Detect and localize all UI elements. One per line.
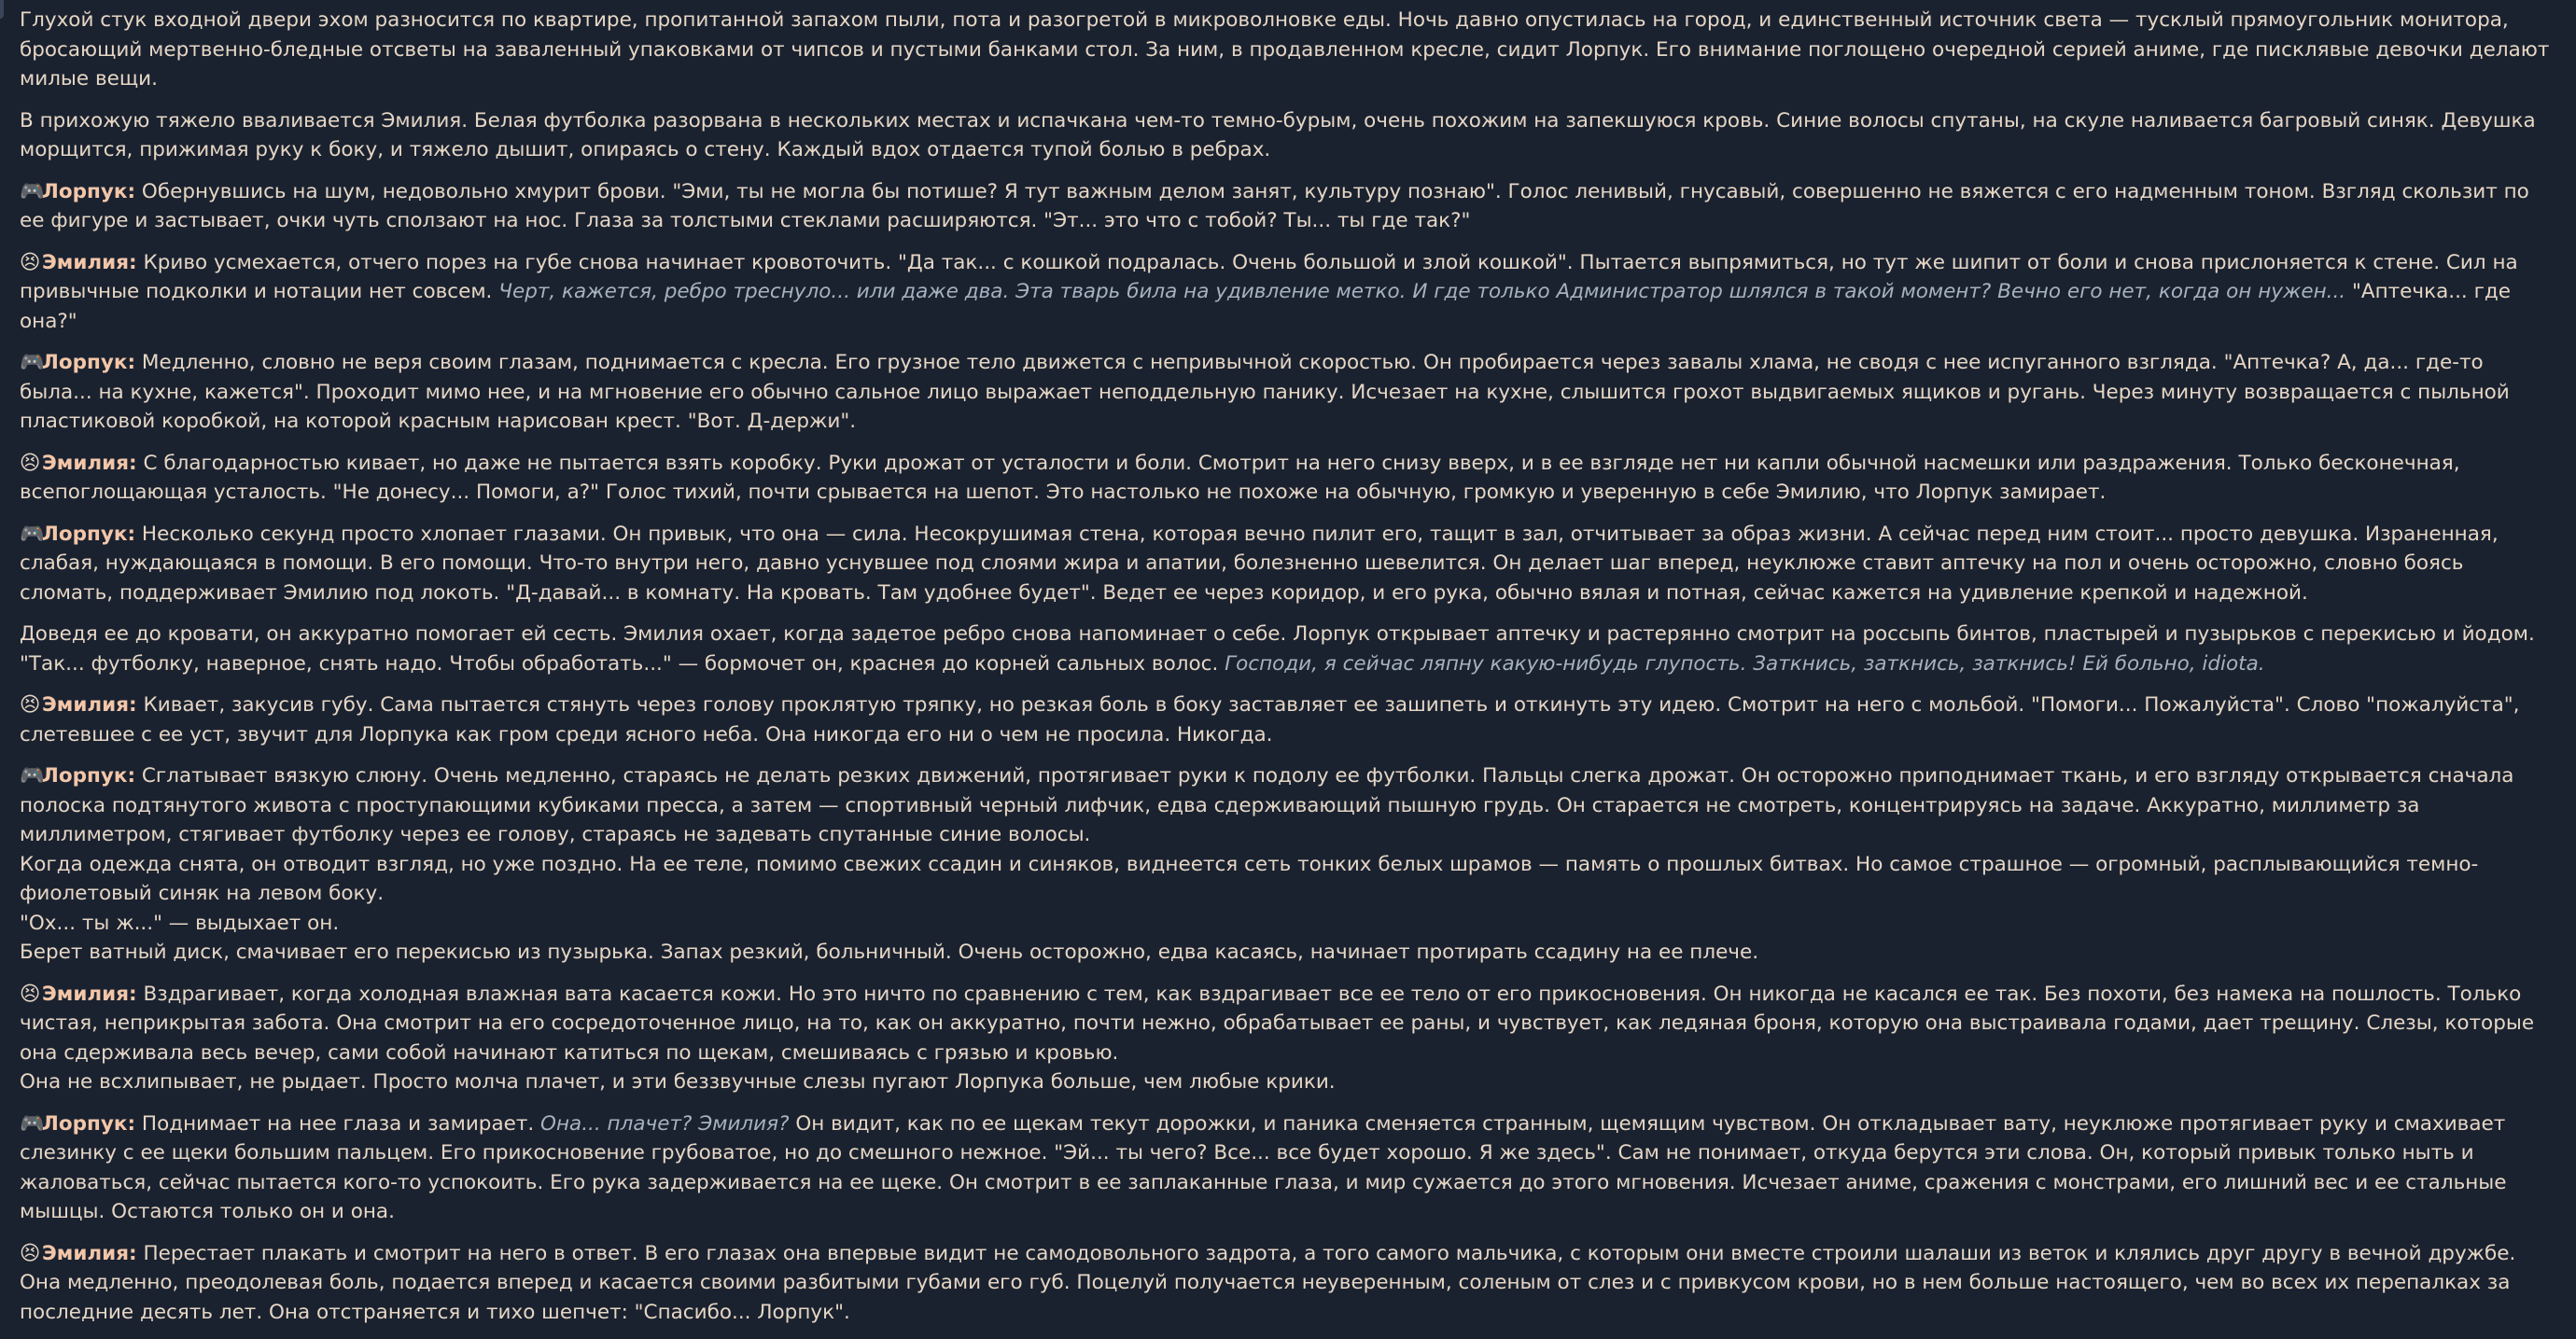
message-line — [20, 620, 2556, 649]
message-line — [20, 761, 2556, 850]
message-line — [20, 690, 2556, 749]
chat-message — [20, 449, 2556, 508]
message-text: С благодарностью кивает, но даже не пытается взять коробку. Руки дрожат от усталости и боли. Смотрит на него снизу вверх, и в ее взгляде нет ни капли обычной насмешки или раздражения. Только бесконечная, всепоглощающая усталость. "Не донесу... Помоги, а?" Голос тихий, почти срывается на шепот. Это настолько не похоже на обычную, громкую и уверенную в себе Эмилию, что Лорпук замирает. — [20, 451, 2460, 504]
message-line — [20, 938, 2556, 968]
message-text: Вздрагивает, когда холодная влажная вата касается кожи. Но это ничто по сравнению с тем, как вздрагивает все ее тело от его прикосновения. Он никогда не касался ее так. Без похоти, без намека на пошлость. Только чистая, неприкрытая забота. Она смотрит на его сосредоточенное лицо, на то, как он аккуратно, почти нежно, обрабатывает ее раны, и чувствует, как ледяная броня, которую она выстраивала годами, дает трещину. Слезы, которые она сдерживала весь вечер, сами собой начинают катиться по щекам, смешиваясь с грязью и кровью. — [20, 982, 2535, 1065]
chat-message — [20, 1239, 2556, 1328]
message-text: Он видит, как по ее щекам текут дорожки, и паника сменяется странным, щемящим чувством. Он откладывает вату, неуклюже протягивает руку и смахивает слезинку с ее щеки большим пальцем. Его прикосновение грубоватое, но до смешного нежное. "Эй... ты чего? Все... все будет хорошо. Я же здесь". Сам не понимает, откуда берутся эти слова. Он, который привык только ныть и жаловаться, сейчас пытается кого-то успокоить. Его рука задерживается на ее щеке. Он смотрит в ее заплаканные глаза, и мир сужается до этого мгновения. Исчезает аниме, сражения с монстрами, его лишний вес и ее стальные мышцы. Остаются только он и она. — [20, 1111, 2507, 1223]
message-text: Берет ватный диск, смачивает его перекисью из пузырька. Запах резкий, больничный. Очень осторожно, едва касаясь, начинает протирать ссадину на ее плече. — [20, 941, 1759, 964]
message-text: "Аптечка... где она?" — [20, 280, 2511, 333]
speaker-name: Лорпук: — [42, 179, 136, 203]
inner-thought: Черт, кажется, ребро треснуло... или даже два. Эта тварь била на удивление метко. И где только Администратор шлялся в такой момент? Вечно его нет, когда он нужен... — [498, 280, 2346, 303]
message-line — [20, 1109, 2556, 1227]
chat-log[interactable] — [20, 6, 2556, 1339]
message-line — [20, 6, 2556, 94]
message-text: Медленно, словно не веря своим глазам, поднимается с кресла. Его грузное тело движется с непривычной скоростью. Он пробирается через завалы хлама, не сводя с нее испуганного взгляда. "Аптечка? А, да... где-то была... на кухне, кажется". Проходит мимо нее, и на мгновение его обычно сальное лицо выражает неподдельную панику. Исчезает на кухне, слышится грохот выдвигаемых ящиков и ругань. Через минуту возвращается с пыльной пластиковой коробкой, на которой красным нарисован крест. "Вот. Д-держи". — [20, 351, 2510, 433]
gamepad-icon: 🎮 — [20, 179, 45, 203]
speaker-name: Лорпук: — [42, 351, 136, 374]
message-text: Кивает, закусив губу. Сама пытается стянуть через голову проклятую тряпку, но резкая боль в боку заставляет ее зашипеть и откинуть эту идею. Смотрит на него с мольбой. "Помоги... Пожалуйста". Слово "пожалуйста", слетевшее с ее уст, звучит для Лорпука как гром среди ясного неба. Она никогда его ни о чем не просила. Никогда. — [20, 693, 2520, 746]
speaker-name: Эмилия: — [42, 1241, 137, 1265]
message-line — [20, 649, 2556, 679]
message-text: Обернувшись на шум, недовольно хмурит брови. "Эми, ты не могла бы потише? Я тут важным делом занят, культуру познаю". Голос ленивый, гнусавый, совершенно не вяжется с его надменным тоном. Взгляд скользит по ее фигуре и застывает, очки чуть сползают на нос. Глаза за толстыми стеклами расширяются. "Эт... это что с тобой? Ты... ты где так?" — [20, 179, 2529, 232]
persevering-face-icon: 😣 — [20, 250, 41, 274]
gamepad-icon: 🎮 — [20, 522, 45, 546]
message-text: Доведя ее до кровати, он аккуратно помогает ей сесть. Эмилия охает, когда задетое ребро снова напоминает о себе. Лорпук открывает аптечку и растерянно смотрит на россыпь бинтов, пластырей и пузырьков с перекисью и йодом. — [20, 622, 2535, 646]
narration-message — [20, 6, 2556, 94]
chat-message — [20, 980, 2556, 1097]
message-text: "Ох... ты ж..." — выдыхает он. — [20, 911, 340, 935]
message-line — [20, 248, 2556, 337]
persevering-face-icon: 😣 — [20, 1241, 41, 1265]
gamepad-icon: 🎮 — [20, 1111, 45, 1136]
speaker-name: Лорпук: — [42, 764, 136, 788]
message-text: Перестает плакать и смотрит на него в ответ. В его глазах она впервые видит не самодовольного задрота, а того самого мальчика, с которым они вместе строили шалаши из веток и клялись друг другу в вечной дружбе. Она медленно, преодолевая боль, подается вперед и касается своими разбитыми губами его губ. Поцелуй получается неуверенным, соленым от слез и с привкусом крови, но в нем больше настоящего, чем во всех их перепалках за последние десять лет. Она отстраняется и тихо шепчет: "Спасибо... Лорпук". — [20, 1241, 2516, 1324]
message-line — [20, 980, 2556, 1068]
inner-thought: Господи, я сейчас ляпну какую-нибудь глупость. Заткнись, заткнись, заткнись! Ей больно, idiota. — [1225, 651, 2265, 676]
message-text: Криво усмехается, отчего порез на губе снова начинает кровоточить. "Да так... с кошкой подралась. Очень большой и злой кошкой". Пытается выпрямиться, но тут же шипит от боли и снова прислоняется к стене. Сил на привычные подколки и нотации нет совсем. — [20, 250, 2518, 303]
message-line — [20, 449, 2556, 508]
message-text: Сглатывает вязкую слюну. Очень медленно, стараясь не делать резких движений, протягивает руки к подолу ее футболки. Пальцы слегка дрожат. Он осторожно приподнимает ткань, и его взгляду открывается сначала полоска подтянутого живота с проступающими кубиками пресса, а затем — спортивный черный лифчик, едва сдерживающий пышную грудь. Он старается не смотреть, концентрируясь на задаче. Аккуратно, миллиметр за миллиметром, стягивает футболку через ее голову, стараясь не задевать спутанные синие волосы. — [20, 764, 2514, 846]
message-line — [20, 1067, 2556, 1097]
speaker-name: Эмилия: — [42, 982, 137, 1006]
message-text: Поднимает на нее глаза и замирает. — [141, 1111, 541, 1136]
chat-message — [20, 690, 2556, 749]
chat-message — [20, 248, 2556, 337]
persevering-face-icon: 😣 — [20, 693, 41, 717]
speaker-name: Эмилия: — [42, 693, 137, 717]
narration-message — [20, 106, 2556, 165]
narration-message — [20, 620, 2556, 678]
persevering-face-icon: 😣 — [20, 451, 41, 475]
gamepad-icon: 🎮 — [20, 351, 45, 374]
message-line — [20, 520, 2556, 608]
message-text: Несколько секунд просто хлопает глазами. Он привык, что она — сила. Несокрушимая стена, которая вечно пилит его, тащит в зал, отчитывает за образ жизни. А сейчас перед ним стоит... просто девушка. Израненная, слабая, нуждающаяся в помощи. В его помощи. Что-то внутри него, давно уснувшее под слоями жира и апатии, болезненно шевелится. Он делает шаг вперед, неуклюже ставит аптечку на пол и очень осторожно, словно боясь сломать, поддерживает Эмилию под локоть. "Д-давай... в комнату. На кровать. Там удобнее будет". Ведет ее через коридор, и его рука, обычно вялая и потная, сейчас кажется на удивление крепкой и надежной. — [20, 522, 2499, 605]
chat-message — [20, 1109, 2556, 1227]
inner-thought: Она... плачет? Эмилия? — [540, 1111, 790, 1136]
message-text: "Так... футболку, наверное, снять надо. Чтобы обработать..." — бормочет он, краснея до корней сальных волос. — [20, 651, 1225, 676]
chat-message — [20, 520, 2556, 608]
chat-message — [20, 177, 2556, 236]
message-line — [20, 177, 2556, 236]
chat-message — [20, 761, 2556, 968]
speaker-name: Лорпук: — [42, 522, 136, 546]
message-text: В прихожую тяжело вваливается Эмилия. Белая футболка разорвана в нескольких местах и испачкана чем-то темно-бурым, очень похожим на запекшуюся кровь. Синие волосы спутаны, на скуле наливается багровый синяк. Девушка морщится, прижимая руку к боку, и тяжело дышит, опираясь о стену. Каждый вдох отдается тупой болью в ребрах. — [20, 108, 2536, 161]
message-line — [20, 106, 2556, 165]
message-line — [20, 348, 2556, 437]
message-line — [20, 1239, 2556, 1328]
speaker-name: Эмилия: — [42, 250, 137, 274]
message-text: Глухой стук входной двери эхом разносится по квартире, пропитанной запахом пыли, пота и разогретой в микроволновке еды. Ночь давно опустилась на город, и единственный источник света — тусклый прямоугольник монитора, бросающий мертвенно-бледные отсветы на заваленный упаковками от чипсов и пустыми банками стол. За ним, в продавленном кресле, сидит Лорпук. Его внимание поглощено очередной серией аниме, где писклявые девочки делают милые вещи. — [20, 8, 2550, 91]
message-line — [20, 909, 2556, 939]
speaker-name: Эмилия: — [42, 451, 137, 475]
gamepad-icon: 🎮 — [20, 764, 45, 788]
message-text: Она не всхлипывает, не рыдает. Просто молча плачет, и эти беззвучные слезы пугают Лорпука больше, чем любые крики. — [20, 1070, 1336, 1094]
speaker-name: Лорпук: — [42, 1111, 136, 1136]
message-text: Когда одежда снята, он отводит взгляд, но уже поздно. На ее теле, помимо свежих ссадин и синяков, виднеется сеть тонких белых шрамов — память о прошлых битвах. Но самое страшное — огромный, расплывающийся темно-фиолетовый синяк на левом боку. — [20, 852, 2479, 905]
persevering-face-icon: 😣 — [20, 982, 41, 1006]
window-corner — [0, 0, 4, 19]
chat-message — [20, 348, 2556, 437]
message-line — [20, 850, 2556, 909]
